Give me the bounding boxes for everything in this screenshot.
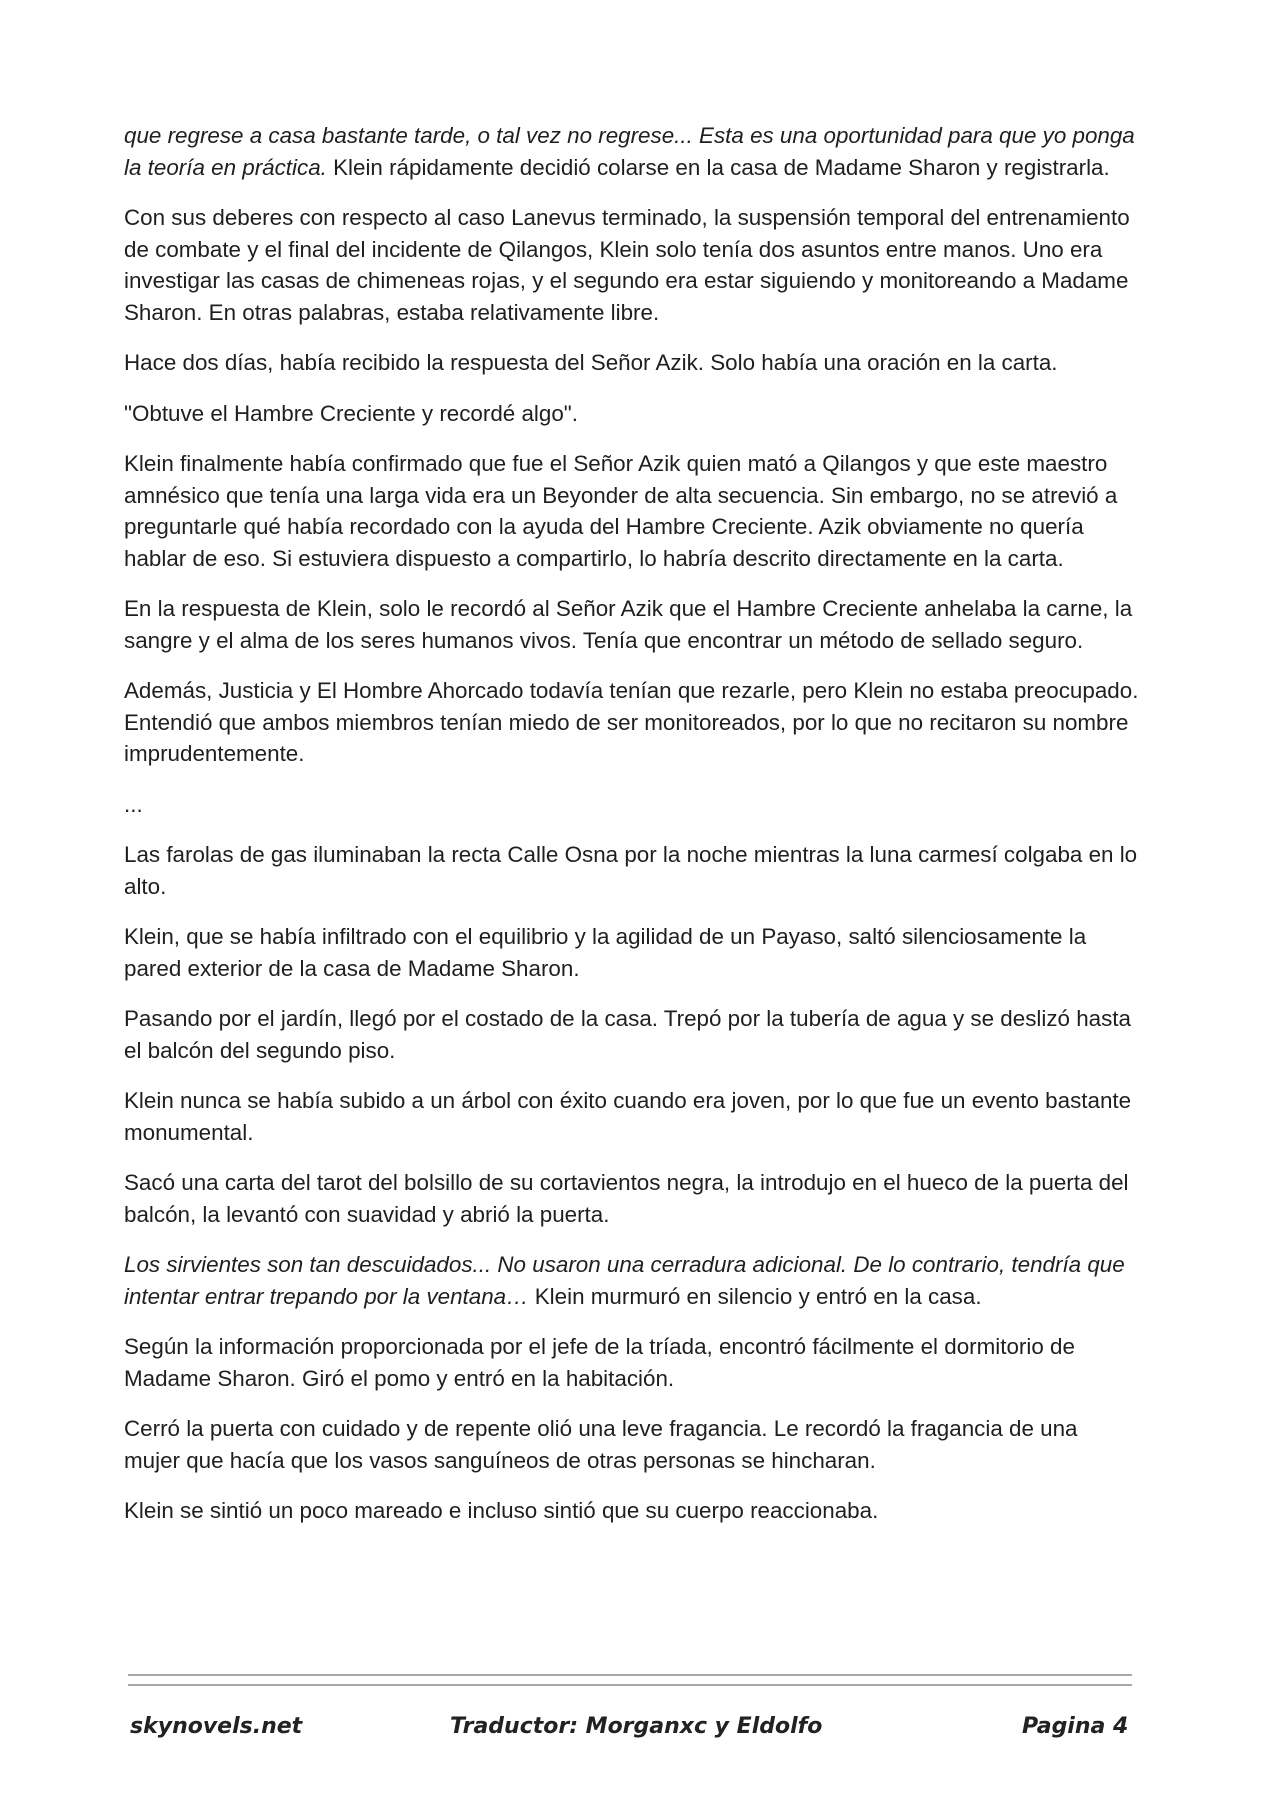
paragraph-2: Con sus deberes con respecto al caso Lanevus terminado, la suspensión temporal del entrenamiento de combate y el final del incidente de Qilangos, Klein solo tenía dos asuntos entre manos. Uno era investigar las casas de chimeneas rojas, y el segundo era estar siguiendo y monitoreando a Madame Sharon. En otras palabras, estaba relativamente libre. <box>124 205 1130 325</box>
paragraph-14 <box>124 1249 1139 1312</box>
footer-translator: Traductor: Morganxc y Eldolfo <box>450 1714 823 1739</box>
paragraph-14-text: Klein murmuró en silencio y entró en la casa. <box>528 1283 982 1309</box>
footer-divider-top <box>128 1674 1132 1676</box>
paragraph-10: Klein, que se había infiltrado con el equilibrio y la agilidad de un Payaso, saltó silenciosamente la pared exterior de la casa de Madame Sharon. <box>124 924 1087 981</box>
paragraph-7: Además, Justicia y El Hombre Ahorcado todavía tenían que rezarle, pero Klein no estaba preocupado. Entendió que ambos miembros tenían miedo de ser monitoreados, por lo que no recitaron su nombre imprudentemente. <box>124 678 1139 766</box>
paragraph-1-italic: que regrese a casa bastante tarde, o tal vez no regrese... Esta es una oportunidad para que yo ponga la teoría en práctica. <box>124 123 1135 180</box>
paragraph-1-text: Klein rápidamente decidió colarse en la casa de Madame Sharon y registrarla. <box>326 154 1110 180</box>
footer-page-number: Pagina 4 <box>1022 1714 1129 1739</box>
footer-site: skynovels.net <box>130 1714 303 1739</box>
footer-divider-bottom <box>128 1684 1132 1686</box>
body-text <box>124 120 1139 1546</box>
paragraph-4: "Obtuve el Hambre Creciente y recordé algo". <box>124 400 578 426</box>
paragraph-3: Hace dos días, había recibido la respuesta del Señor Azik. Solo había una oración en la carta. <box>124 350 1058 375</box>
paragraph-13: Sacó una carta del tarot del bolsillo de su cortavientos negra, la introdujo en el hueco de la puerta del balcón, la levantó con suavidad y abrió la puerta. <box>124 1170 1129 1227</box>
paragraph-15: Según la información proporcionada por el jefe de la tríada, encontró fácilmente el dormitorio de Madame Sharon. Giró el pomo y entró en la habitación. <box>124 1334 1075 1391</box>
paragraph-11: Pasando por el jardín, llegó por el costado de la casa. Trepó por la tubería de agua y se deslizó hasta el balcón del segundo piso. <box>124 1006 1131 1063</box>
paragraph-14-italic: Los sirvientes son tan descuidados... No usaron una cerradura adicional. De lo contrario, tendría que intentar entrar trepando por la ventana… <box>124 1252 1125 1309</box>
paragraph-5: Klein finalmente había confirmado que fue el Señor Azik quien mató a Qilangos y que este maestro amnésico que tenía una larga vida era un Beyonder de alta secuencia. Sin embargo, no se atrevió a preguntarle qué había recordado con la ayuda del Hambre Creciente. Azik obviamente no quería hablar de eso. Si estuviera dispuesto a compartirlo, lo habría descrito directamente en la carta. <box>124 451 1118 571</box>
paragraph-12: Klein nunca se había subido a un árbol con éxito cuando era joven, por lo que fue un evento bastante monumental. <box>124 1088 1132 1145</box>
paragraph-9: Las farolas de gas iluminaban la recta Calle Osna por la noche mientras la luna carmesí colgaba en lo alto. <box>124 842 1138 899</box>
paragraph-17: Klein se sintió un poco mareado e incluso sintió que su cuerpo reaccionaba. <box>124 1498 879 1523</box>
paragraph-16: Cerró la puerta con cuidado y de repente olió una leve fragancia. Le recordó la fragancia de una mujer que hacía que los vasos sanguíneos de otras personas se hincharan. <box>124 1416 1078 1473</box>
paragraph-6: En la respuesta de Klein, solo le recordó al Señor Azik que el Hambre Creciente anhelaba la carne, la sangre y el alma de los seres humanos vivos. Tenía que encontrar un método de sellado seguro. <box>124 596 1133 653</box>
paragraph-1 <box>124 120 1139 183</box>
scene-break: ... <box>124 791 143 817</box>
